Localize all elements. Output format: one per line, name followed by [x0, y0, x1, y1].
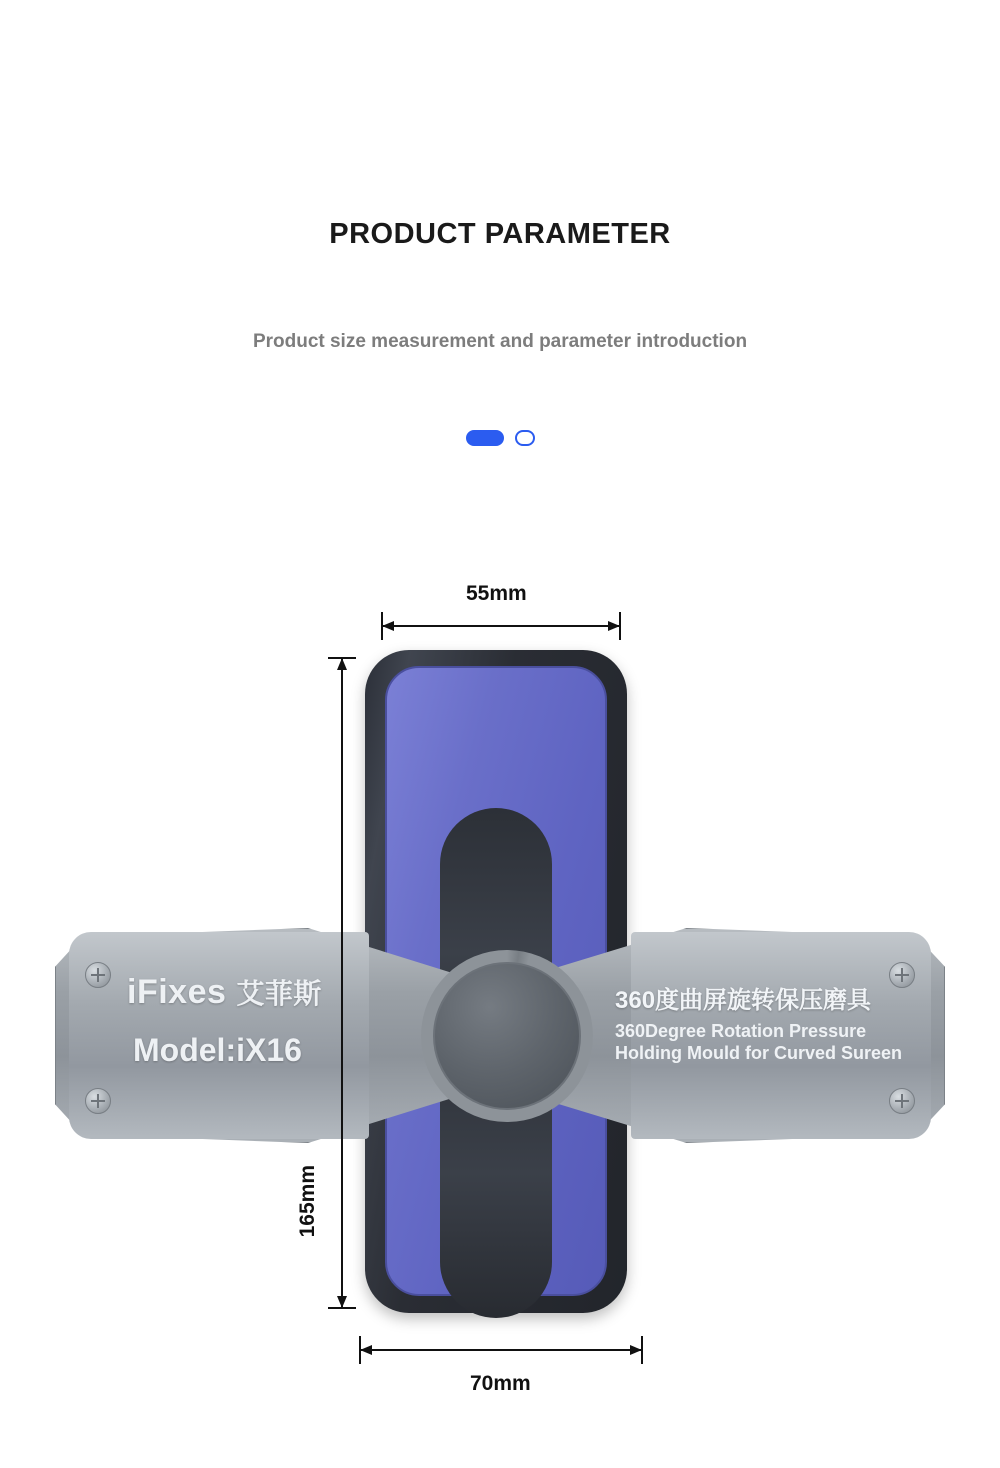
- page-subtitle: Product size measurement and parameter introduction: [252, 331, 748, 352]
- pagination-indicator[interactable]: [0, 430, 1000, 446]
- screw-top-left-icon: [85, 962, 111, 988]
- description-en-line2: Holding Mould for Curved Sureen: [615, 1043, 902, 1063]
- description-cn: 360度曲屏旋转保压磨具: [615, 987, 872, 1014]
- screw-bottom-right-icon: [889, 1088, 915, 1114]
- dimension-width-top: 55mm: [466, 582, 527, 605]
- rotation-knob: [421, 950, 593, 1122]
- model-label: Model:iX16: [133, 1032, 302, 1068]
- pagination-inactive-dot[interactable]: [515, 430, 535, 446]
- dimension-width-bottom: 70mm: [470, 1372, 531, 1395]
- brand-label: [127, 972, 322, 1012]
- pagination-active-pill[interactable]: [466, 430, 504, 446]
- screw-top-right-icon: [889, 962, 915, 988]
- page-title: PRODUCT PARAMETER: [329, 218, 671, 250]
- dimension-height-left: 165mm: [296, 1165, 319, 1238]
- description-en-line1: 360Degree Rotation Pressure: [615, 1021, 867, 1041]
- knob-face: [433, 962, 581, 1110]
- screw-bottom-left-icon: [85, 1088, 111, 1114]
- brand-name-cn: 艾菲斯: [236, 978, 322, 1009]
- brand-name: iFixes: [127, 973, 227, 1011]
- product-image: [55, 650, 945, 1350]
- product-diagram: [0, 560, 1000, 1440]
